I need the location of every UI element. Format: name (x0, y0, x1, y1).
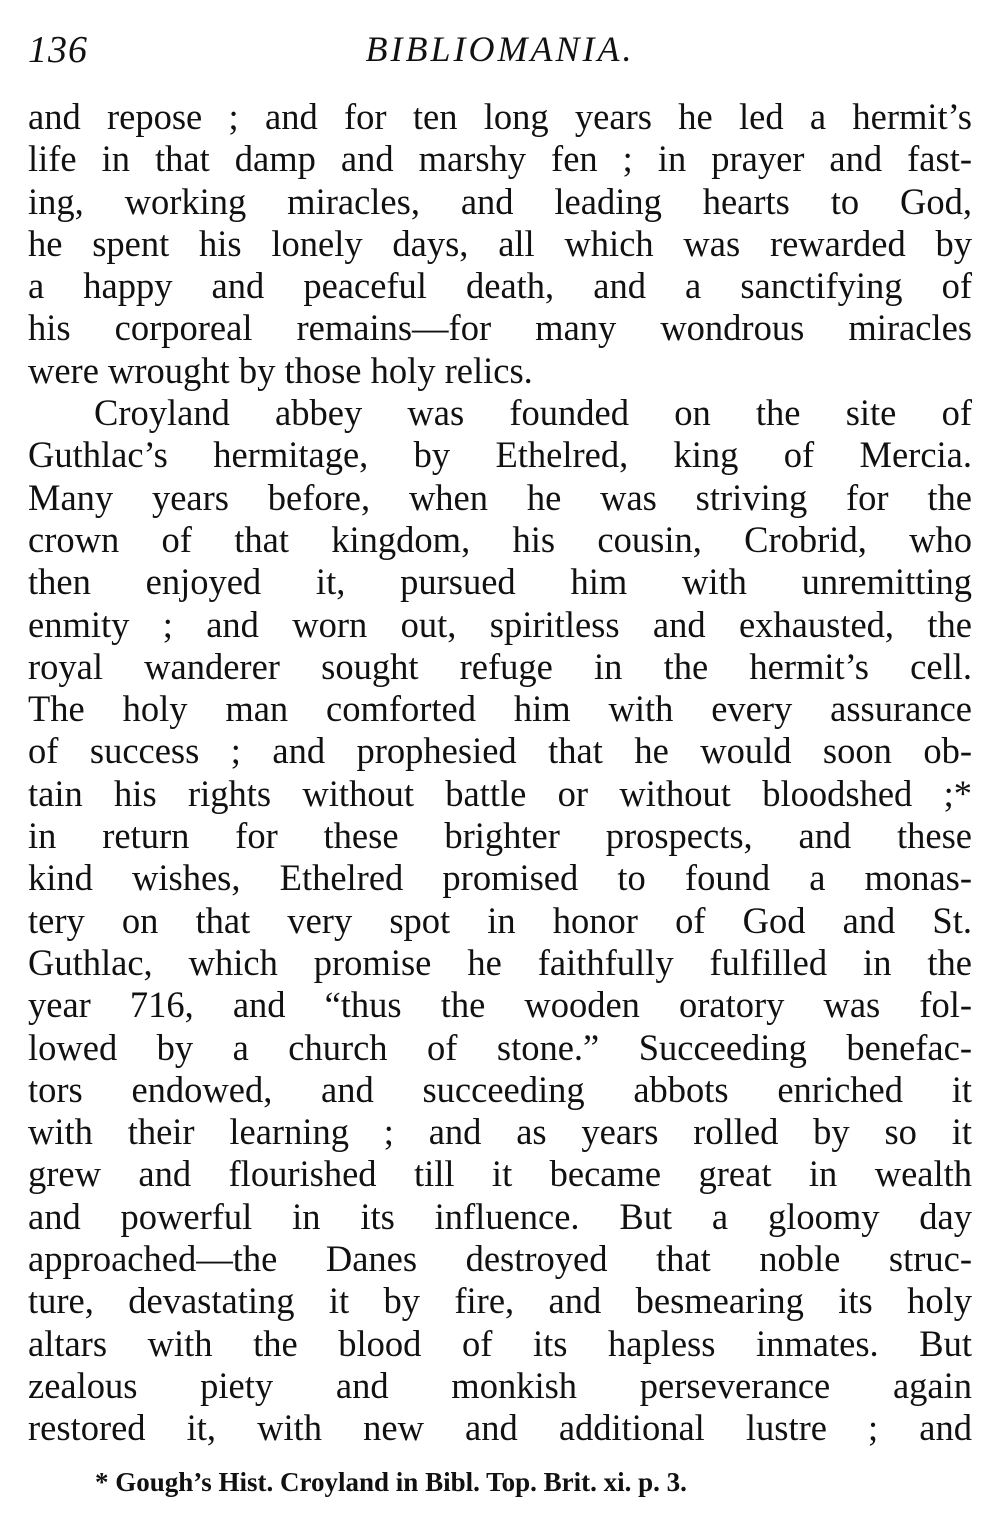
text-line: life in that damp and marshy fen ; in prayer and fast- (28, 138, 972, 180)
text-line: of success ; and prophesied that he would soon ob- (28, 730, 972, 772)
text-line: tors endowed, and succeeding abbots enriched it (28, 1068, 972, 1110)
text-line: grew and flourished till it became great in wealth (28, 1153, 972, 1195)
text-line: crown of that kingdom, his cousin, Crobrid, who (28, 518, 972, 560)
text-line: kind wishes, Ethelred promised to found a monas- (28, 857, 972, 899)
text-line: ing, working miracles, and leading hearts to God, (28, 180, 972, 222)
text-line: he spent his lonely days, all which was rewarded by (28, 222, 972, 264)
text-line: The holy man comforted him with every assurance (28, 688, 972, 730)
text-line: zealous piety and monkish perseverance again (28, 1364, 972, 1406)
text-line: Many years before, when he was striving for the (28, 476, 972, 518)
text-line: Guthlac, which promise he faithfully fulfilled in the (28, 941, 972, 983)
text-line: restored it, with new and additional lustre ; and (28, 1407, 972, 1449)
text-line: enmity ; and worn out, spiritless and exhausted, the (28, 603, 972, 645)
text-line: ture, devastating it by fire, and besmearing its holy (28, 1280, 972, 1322)
text-line: in return for these brighter prospects, and these (28, 815, 972, 857)
running-head (28, 28, 972, 78)
text-line: tain his rights without battle or without bloodshed ;* (28, 772, 972, 814)
text-line: altars with the blood of its hapless inmates. But (28, 1322, 972, 1364)
page-number: 136 (28, 29, 88, 71)
body-text (28, 96, 972, 1450)
text-line: tery on that very spot in honor of God and St. (28, 899, 972, 941)
text-line: a happy and peaceful death, and a sanctifying of (28, 265, 972, 307)
text-line: lowed by a church of stone.” Succeeding benefac- (28, 1026, 972, 1068)
text-line: with their learning ; and as years rolled by so it (28, 1111, 972, 1153)
text-line: then enjoyed it, pursued him with unremitting (28, 561, 972, 603)
paragraph-start-line: Croyland abbey was founded on the site of (94, 392, 972, 434)
text-line: and repose ; and for ten long years he led a hermit’s (28, 96, 972, 137)
paragraph-end-line: were wrought by those holy relics. (28, 349, 533, 391)
footnote: * Gough’s Hist. Croyland in Bibl. Top. Brit. xi. p. 3. (95, 1467, 687, 1497)
text-line: royal wanderer sought refuge in the hermit’s cell. (28, 645, 972, 687)
text-line: Guthlac’s hermitage, by Ethelred, king of Mercia. (28, 434, 972, 476)
running-title: BIBLIOMANIA. (365, 29, 635, 69)
text-line: approached—the Danes destroyed that noble struc- (28, 1238, 972, 1280)
text-line: and powerful in its influence. But a gloomy day (28, 1195, 972, 1237)
text-line: his corporeal remains—for many wondrous miracles (28, 307, 972, 349)
text-line: year 716, and “thus the wooden oratory was fol- (28, 984, 972, 1026)
